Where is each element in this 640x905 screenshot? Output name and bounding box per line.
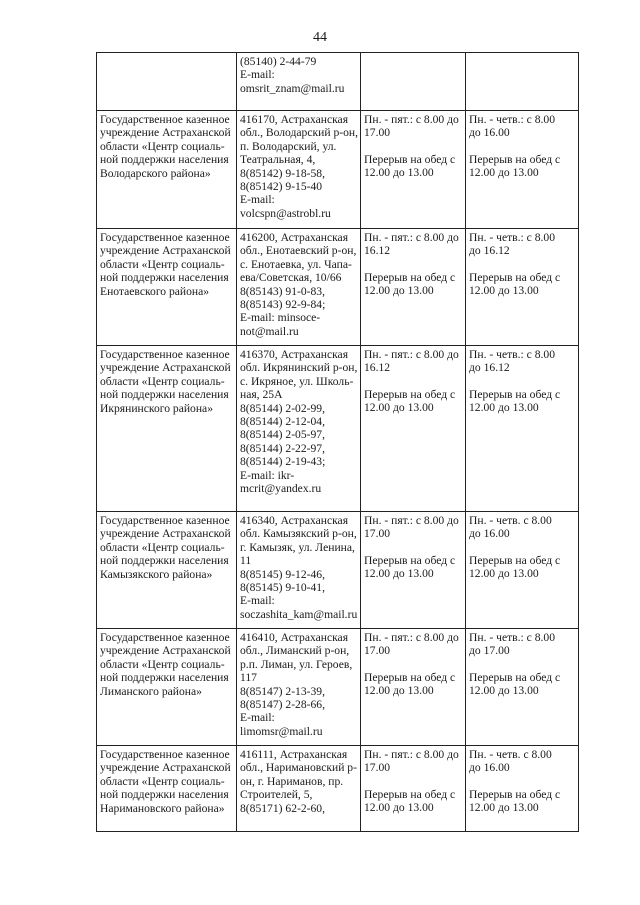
lunch-line: 12.00 до 13.00 <box>364 401 434 415</box>
org-name-line: области «Центр социаль- <box>100 540 225 554</box>
hours-line: 16.12 <box>364 361 391 375</box>
org-cell <box>97 346 237 512</box>
org-name-line: Государственное казенное <box>100 113 230 126</box>
contact-line: 11 <box>240 554 252 568</box>
table-row <box>97 746 579 832</box>
contact-line: 416170, Астраханская <box>240 113 349 126</box>
hours-line: 17.00 <box>364 644 391 658</box>
org-name-line: Государственное казенное <box>100 231 230 244</box>
table-body <box>97 53 579 832</box>
org-name-line: Володарского района» <box>100 166 211 180</box>
hours-cell <box>466 53 579 111</box>
table-row <box>97 512 579 629</box>
contact-line: с. Енотаевка, ул. Чапа- <box>240 257 352 271</box>
hours-line: Пн. - четв.: с 8.00 <box>469 348 556 361</box>
contact-line: 416111, Астраханская <box>240 748 348 761</box>
contact-line: 8(85142) 9-18-58, <box>240 166 326 180</box>
contact-line: Театральная, 4, <box>240 153 316 167</box>
lunch-line: Перерыв на обед с <box>364 270 456 284</box>
contact-line: 8(85144) 2-02-99, <box>240 401 326 415</box>
hours-cell <box>361 53 466 111</box>
contact-line: mcrit@yandex.ru <box>240 482 322 496</box>
contact-line: 8(85144) 2-05-97, <box>240 428 326 442</box>
lunch-line: Перерыв на обед с <box>469 152 561 166</box>
lunch-line: Перерыв на обед с <box>469 387 561 401</box>
hours-line: до 16.12 <box>469 361 510 375</box>
org-name-line: Лиманского района» <box>100 684 202 698</box>
org-name-line: Камызякского района» <box>100 567 213 581</box>
hours-line: до 17.00 <box>469 644 510 658</box>
contact-line: 8(85144) 2-22-97, <box>240 441 326 455</box>
contacts-cell <box>237 746 361 832</box>
contact-line: limomsr@mail.ru <box>240 724 323 738</box>
lunch-line: Перерыв на обед с <box>469 553 561 567</box>
hours-line: до 16.00 <box>469 126 510 140</box>
contact-line: 416370, Астраханская <box>240 348 349 361</box>
org-name-line: Икрянинского района» <box>100 401 213 415</box>
contact-line: E-mail: <box>240 68 275 82</box>
lunch-line: 12.00 до 13.00 <box>469 401 539 415</box>
org-name-line: области «Центр социаль- <box>100 657 225 671</box>
contact-line: 8(85147) 2-13-39, <box>240 684 326 698</box>
contact-line: 8(85142) 9-15-40 <box>240 180 323 194</box>
org-cell <box>97 111 237 229</box>
contacts-cell <box>237 229 361 346</box>
hours-line: Пн. - четв. с 8.00 <box>469 514 552 527</box>
spacer <box>469 541 576 554</box>
hours-line: до 16.00 <box>469 761 510 775</box>
hours-line: Пн. - четв.: с 8.00 <box>469 113 556 126</box>
hours-cell <box>361 346 466 512</box>
page-number: 44 <box>313 30 327 45</box>
hours-line: Пн. - пят.: с 8.00 до <box>364 231 459 244</box>
contact-line: обл. Икрянинский р-он, <box>240 361 358 375</box>
lunch-line: 12.00 до 13.00 <box>364 684 434 698</box>
org-name-line: учреждение Астраханской <box>100 761 231 775</box>
table-row <box>97 346 579 512</box>
org-name-line: ной поддержки населения <box>100 554 229 568</box>
hours-cell <box>361 512 466 629</box>
contacts-cell <box>237 629 361 746</box>
spacer <box>469 658 576 671</box>
contact-line: 416410, Астраханская <box>240 631 349 644</box>
org-cell <box>97 746 237 832</box>
contact-line: E-mail: <box>240 594 275 608</box>
table-row <box>97 111 579 229</box>
spacer <box>469 258 576 271</box>
contact-line: обл., Наримановский р- <box>240 761 357 775</box>
contact-line: volcspn@astrobl.ru <box>240 206 331 220</box>
org-name-line: области «Центр социаль- <box>100 774 225 788</box>
spacer <box>364 258 463 271</box>
lunch-line: Перерыв на обед с <box>364 787 456 801</box>
contact-line: E-mail: minsoce- <box>240 311 321 325</box>
contact-line: р.п. Лиман, ул. Героев, <box>240 657 353 671</box>
lunch-line: Перерыв на обед с <box>364 553 456 567</box>
contact-line: E-mail: <box>240 711 275 725</box>
contact-line: E-mail: <box>240 193 275 207</box>
hours-line: Пн. - четв.: с 8.00 <box>469 231 556 244</box>
contact-line: 8(85171) 62-2-60, <box>240 801 326 815</box>
org-name-line: ной поддержки населения <box>100 788 229 802</box>
org-name-line: Наримановского района» <box>100 801 225 815</box>
lunch-line: 12.00 до 13.00 <box>469 567 539 581</box>
org-name-line: Государственное казенное <box>100 748 230 761</box>
org-name-line: Государственное казенное <box>100 348 230 361</box>
lunch-line: 12.00 до 13.00 <box>364 801 434 815</box>
contact-line: 8(85143) 92-9-84; <box>240 298 326 312</box>
lunch-line: Перерыв на обед с <box>364 670 456 684</box>
contact-line: 8(85144) 2-12-04, <box>240 415 326 429</box>
spacer <box>364 541 463 554</box>
lunch-line: Перерыв на обед с <box>469 787 561 801</box>
org-name-line: ной поддержки населения <box>100 671 229 685</box>
contact-line: ева/Советская, 10/66 <box>240 271 342 285</box>
org-name-line: учреждение Астраханской <box>100 644 231 658</box>
hours-line: Пн. - пят.: с 8.00 до <box>364 348 459 361</box>
contact-line: 8(85145) 9-10-41, <box>240 581 326 595</box>
lunch-line: Перерыв на обед с <box>364 387 456 401</box>
hours-line: Пн. - пят.: с 8.00 до <box>364 514 459 527</box>
hours-line: Пн. - пят.: с 8.00 до <box>364 631 459 644</box>
org-name-line: ной поддержки населения <box>100 271 229 285</box>
hours-line: Пн. - пят.: с 8.00 до <box>364 748 459 761</box>
contacts-cell <box>237 346 361 512</box>
spacer <box>364 658 463 671</box>
org-name-line: Енотаевского района» <box>100 284 210 298</box>
contact-line: с. Икряное, ул. Школь- <box>240 374 354 388</box>
contacts-cell <box>237 53 361 111</box>
contact-line: E-mail: ikr- <box>240 468 295 482</box>
org-name-line: области «Центр социаль- <box>100 374 225 388</box>
contact-line: п. Володарский, ул. <box>240 139 337 153</box>
lunch-line: 12.00 до 13.00 <box>364 567 434 581</box>
contact-line: ная, 25А <box>240 388 283 402</box>
org-name-line: ной поддержки населения <box>100 388 229 402</box>
hours-line: до 16.12 <box>469 244 510 258</box>
contact-line: not@mail.ru <box>240 324 299 338</box>
hours-cell <box>466 512 579 629</box>
contact-line: 8(85145) 9-12-46, <box>240 567 326 581</box>
spacer <box>364 375 463 388</box>
org-cell <box>97 229 237 346</box>
hours-line: до 16.00 <box>469 527 510 541</box>
org-name-line: Государственное казенное <box>100 631 230 644</box>
org-cell <box>97 629 237 746</box>
contact-line: обл. Камызякский р-он, <box>240 527 357 541</box>
contact-line: 117 <box>240 671 257 685</box>
schedule-table <box>96 52 579 832</box>
lunch-line: Перерыв на обед с <box>469 270 561 284</box>
org-name-line: учреждение Астраханской <box>100 126 231 140</box>
hours-line: Пн. - четв. с 8.00 <box>469 748 552 761</box>
org-name-line: учреждение Астраханской <box>100 244 231 258</box>
lunch-line: 12.00 до 13.00 <box>469 801 539 815</box>
contact-line: 8(85144) 2-19-43; <box>240 455 326 469</box>
org-name-line: учреждение Астраханской <box>100 361 231 375</box>
hours-line: Пн. - четв.: с 8.00 <box>469 631 556 644</box>
table-row <box>97 229 579 346</box>
lunch-line: 12.00 до 13.00 <box>469 684 539 698</box>
hours-line: 16.12 <box>364 244 391 258</box>
table-row <box>97 53 579 111</box>
org-cell <box>97 512 237 629</box>
hours-cell <box>466 111 579 229</box>
contact-line: обл., Лиманский р-он, <box>240 644 350 658</box>
spacer <box>364 775 463 788</box>
hours-cell <box>361 229 466 346</box>
contacts-cell <box>237 512 361 629</box>
lunch-line: 12.00 до 13.00 <box>469 166 539 180</box>
org-name-line: области «Центр социаль- <box>100 139 225 153</box>
contact-line: 416200, Астраханская <box>240 231 349 244</box>
hours-cell <box>466 346 579 512</box>
contact-line: omsrit_znam@mail.ru <box>240 81 345 95</box>
contact-line: 8(85147) 2-28-66, <box>240 698 326 712</box>
spacer <box>469 375 576 388</box>
org-cell <box>97 53 237 111</box>
contact-line: 8(85143) 91-0-83, <box>240 284 326 298</box>
table-row <box>97 629 579 746</box>
spacer <box>364 140 463 153</box>
org-name-line: ной поддержки населения <box>100 153 229 167</box>
hours-line: 17.00 <box>364 126 391 140</box>
lunch-line: 12.00 до 13.00 <box>364 166 434 180</box>
hours-cell <box>466 629 579 746</box>
lunch-line: Перерыв на обед с <box>469 670 561 684</box>
contact-line: г. Камызяк, ул. Ленина, <box>240 540 355 554</box>
contact-line: soczashita_kam@mail.ru <box>240 607 358 621</box>
spacer <box>469 140 576 153</box>
org-name-line: Государственное казенное <box>100 514 230 527</box>
org-name-line: области «Центр социаль- <box>100 257 225 271</box>
lunch-line: 12.00 до 13.00 <box>469 284 539 298</box>
contact-line: он, г. Нариманов, пр. <box>240 774 344 788</box>
hours-cell <box>361 629 466 746</box>
hours-cell <box>361 746 466 832</box>
hours-line: Пн. - пят.: с 8.00 до <box>364 113 459 126</box>
lunch-line: 12.00 до 13.00 <box>364 284 434 298</box>
org-name-line: учреждение Астраханской <box>100 527 231 541</box>
contacts-cell <box>237 111 361 229</box>
hours-cell <box>361 111 466 229</box>
contact-line: обл., Енотаевский р-он, <box>240 244 357 258</box>
contact-line: Строителей, 5, <box>240 788 313 802</box>
hours-line: 17.00 <box>364 761 391 775</box>
spacer <box>469 775 576 788</box>
contact-line: (85140) 2-44-79 <box>240 55 317 68</box>
contact-line: обл., Володарский р-он, <box>240 126 358 140</box>
hours-cell <box>466 229 579 346</box>
hours-cell <box>466 746 579 832</box>
lunch-line: Перерыв на обед с <box>364 152 456 166</box>
contact-line: 416340, Астраханская <box>240 514 349 527</box>
hours-line: 17.00 <box>364 527 391 541</box>
